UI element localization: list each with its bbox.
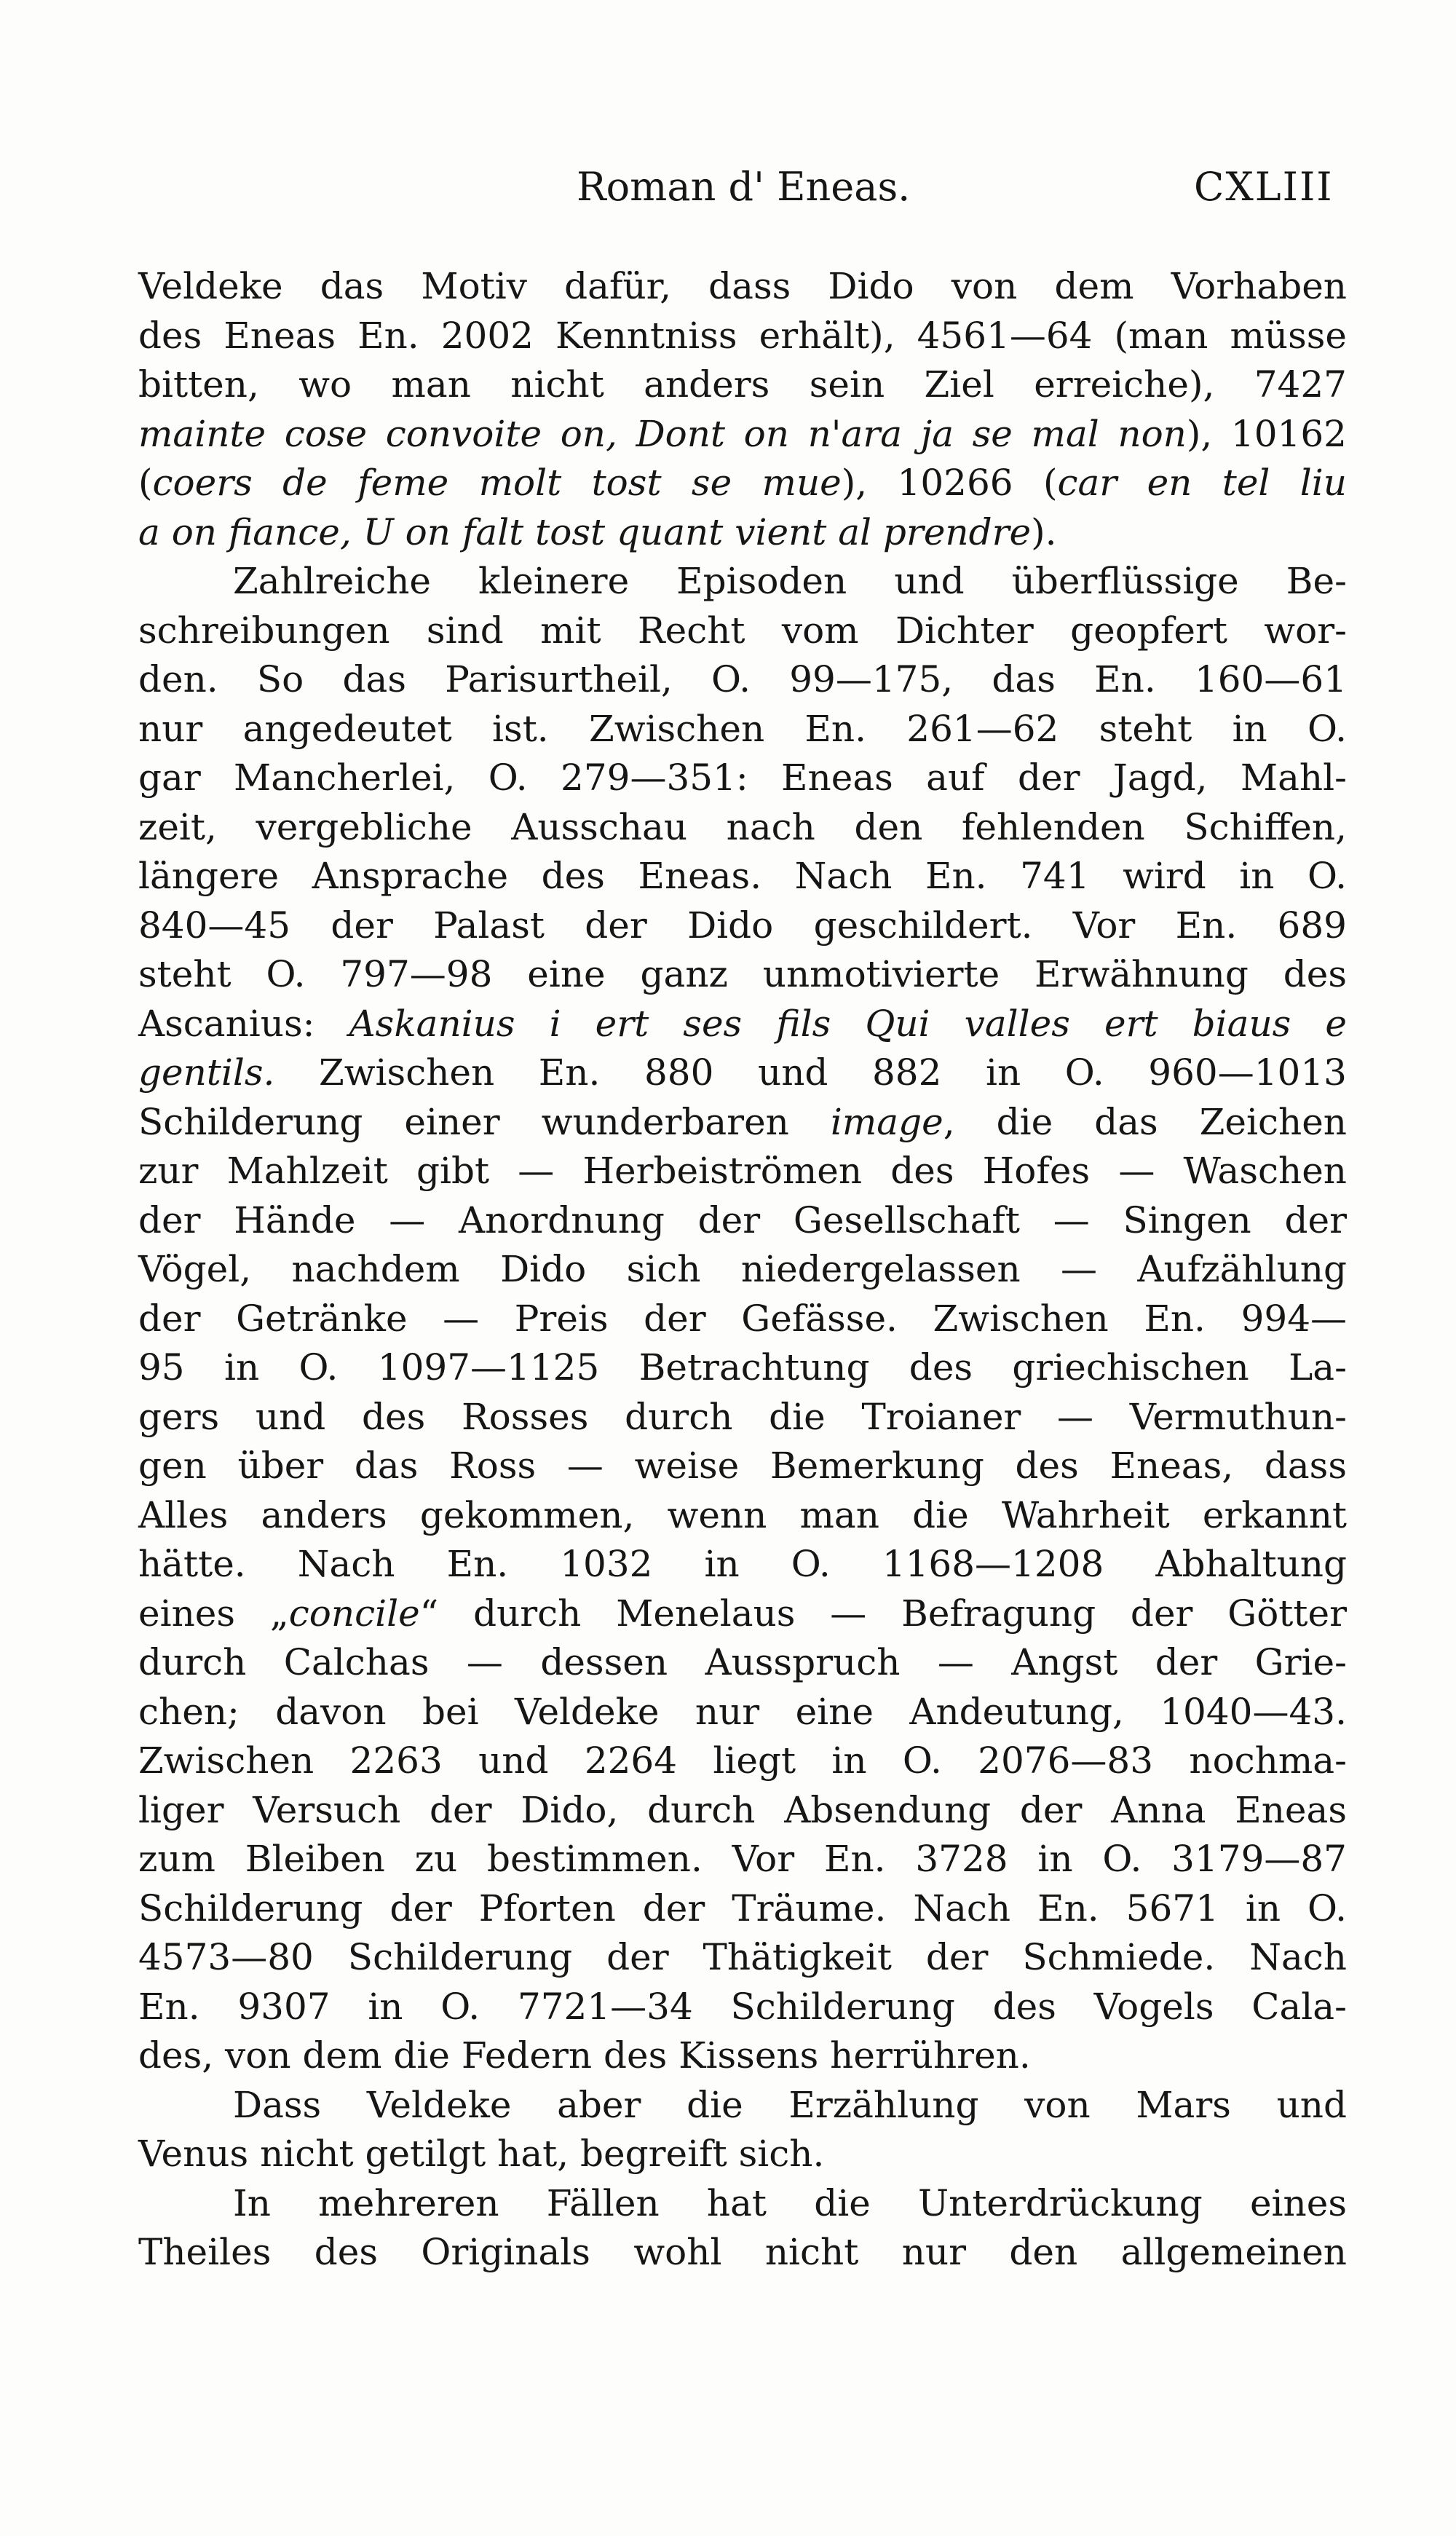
italic-quote: image: [830, 1100, 943, 1143]
text-line: der Getränke — Preis der Gefässe. Zwischen En. 994—: [138, 1297, 1347, 1340]
text-run: ).: [1031, 510, 1057, 553]
text-line: In mehreren Fällen hat die Unterdrückung eines: [233, 2181, 1347, 2224]
text-run: “ durch Menelaus — Befragung der Götter: [419, 1592, 1347, 1635]
text-line: [138, 508, 1347, 558]
text-run: eines „: [138, 1592, 289, 1635]
text-line: zeit, vergebliche Ausschau nach den fehlenden Schiffen,: [138, 805, 1347, 848]
text-run: ), 10266 (: [841, 462, 1058, 504]
text-line: bitten, wo man nicht anders sein Ziel erreiche), 7427: [138, 363, 1347, 406]
text-line: [138, 1589, 1347, 1639]
text-line: liger Versuch der Dido, durch Absendung der Anna Eneas: [138, 1788, 1347, 1831]
text-line: Theiles des Originals wohl nicht nur den allgemeinen: [138, 2231, 1347, 2273]
italic-quote: gentils.: [138, 1051, 275, 1094]
italic-quote: mainte cose convoite on, Dont on n'ara ja se mal non: [138, 412, 1187, 455]
text-line: zum Bleiben zu bestimmen. Vor En. 3728 in O. 3179—87: [138, 1838, 1347, 1880]
text-line: nur angedeutet ist. Zwischen En. 261—62 steht in O.: [138, 707, 1347, 750]
text-line: [138, 1098, 1347, 1147]
text-line: Alles anders gekommen, wenn man die Wahrheit erkannt: [138, 1493, 1347, 1536]
text-line: des Eneas En. 2002 Kenntniss erhält), 4561—64 (man müsse: [138, 314, 1347, 357]
text-line: zur Mahlzeit gibt — Herbeiströmen des Hofes — Waschen: [138, 1150, 1347, 1192]
text-line: längere Ansprache des Eneas. Nach En. 741 wird in O.: [138, 855, 1347, 897]
text-line: [138, 1048, 1347, 1098]
text-line: schreibungen sind mit Recht vom Dichter geopfert wor-: [138, 609, 1347, 652]
text-line: des, von dem die Federn des Kissens herrühren.: [138, 2034, 1031, 2077]
text-run: , die das Zeichen: [943, 1100, 1347, 1143]
text-line: Vögel, nachdem Dido sich niedergelassen — Aufzählung: [138, 1248, 1347, 1290]
italic-quote: Askanius i ert ses fils Qui valles ert biaus e: [349, 1002, 1347, 1045]
text-run: Schilderung einer wunderbaren: [138, 1100, 831, 1143]
text-line: durch Calchas — dessen Ausspruch — Angst der Grie-: [138, 1641, 1347, 1683]
italic-quote: coers de feme molt tost se mue: [152, 462, 842, 504]
text-line: Venus nicht getilgt hat, begreift sich.: [138, 2133, 825, 2175]
text-line: Zwischen 2263 und 2264 liegt in O. 2076—83 nochma-: [138, 1739, 1347, 1782]
text-line: gar Mancherlei, O. 279—351: Eneas auf der Jagd, Mahl-: [138, 757, 1347, 799]
italic-quote: car en tel liu: [1057, 462, 1347, 504]
text-run: Zwischen En. 880 und 882 in O. 960—1013: [274, 1051, 1347, 1094]
text-line: 840—45 der Palast der Dido geschildert. Vor En. 689: [138, 904, 1347, 947]
text-line: Dass Veldeke aber die Erzählung von Mars und: [233, 2083, 1347, 2126]
text-line: [138, 459, 1347, 508]
italic-quote: a on fiance, U on falt tost quant vient al prendre: [138, 510, 1032, 553]
text-run: Ascanius:: [138, 1002, 349, 1045]
italic-quote: concile: [288, 1592, 420, 1635]
text-line: gers und des Rosses durch die Troianer — Vermuthun-: [138, 1395, 1347, 1438]
text-line: der Hände — Anordnung der Gesellschaft — Singen der: [138, 1198, 1347, 1241]
text-line: chen; davon bei Veldeke nur eine Andeutung, 1040—43.: [138, 1690, 1347, 1733]
text-line: steht O. 797—98 eine ganz unmotivierte Erwähnung des: [138, 953, 1347, 995]
text-line: Zahlreiche kleinere Episoden und überflüssige Be-: [233, 560, 1347, 602]
running-title: Roman d' Eneas.: [577, 164, 911, 210]
text-line: [138, 1000, 1347, 1049]
text-line: Schilderung der Pforten der Träume. Nach En. 5671 in O.: [138, 1887, 1347, 1929]
text-line: den. So das Parisurtheil, O. 99—175, das En. 160—61: [138, 658, 1347, 700]
text-line: En. 9307 in O. 7721—34 Schilderung des Vogels Cala-: [138, 1985, 1347, 2028]
text-line: 4573—80 Schilderung der Thätigkeit der Schmiede. Nach: [138, 1936, 1347, 1978]
text-line: Veldeke das Motiv dafür, dass Dido von dem Vorhaben: [138, 265, 1347, 307]
text-run: (: [138, 462, 153, 504]
text-run: ), 10162: [1186, 412, 1347, 455]
text-line: gen über das Ross — weise Bemerkung des Eneas, dass: [138, 1445, 1347, 1487]
body-text: [138, 262, 1347, 2278]
text-line: 95 in O. 1097—1125 Betrachtung des griechischen La-: [138, 1346, 1347, 1389]
text-line: hätte. Nach En. 1032 in O. 1168—1208 Abhaltung: [138, 1543, 1347, 1585]
page-number: CXLIII: [1194, 164, 1334, 210]
text-line: [138, 410, 1347, 459]
